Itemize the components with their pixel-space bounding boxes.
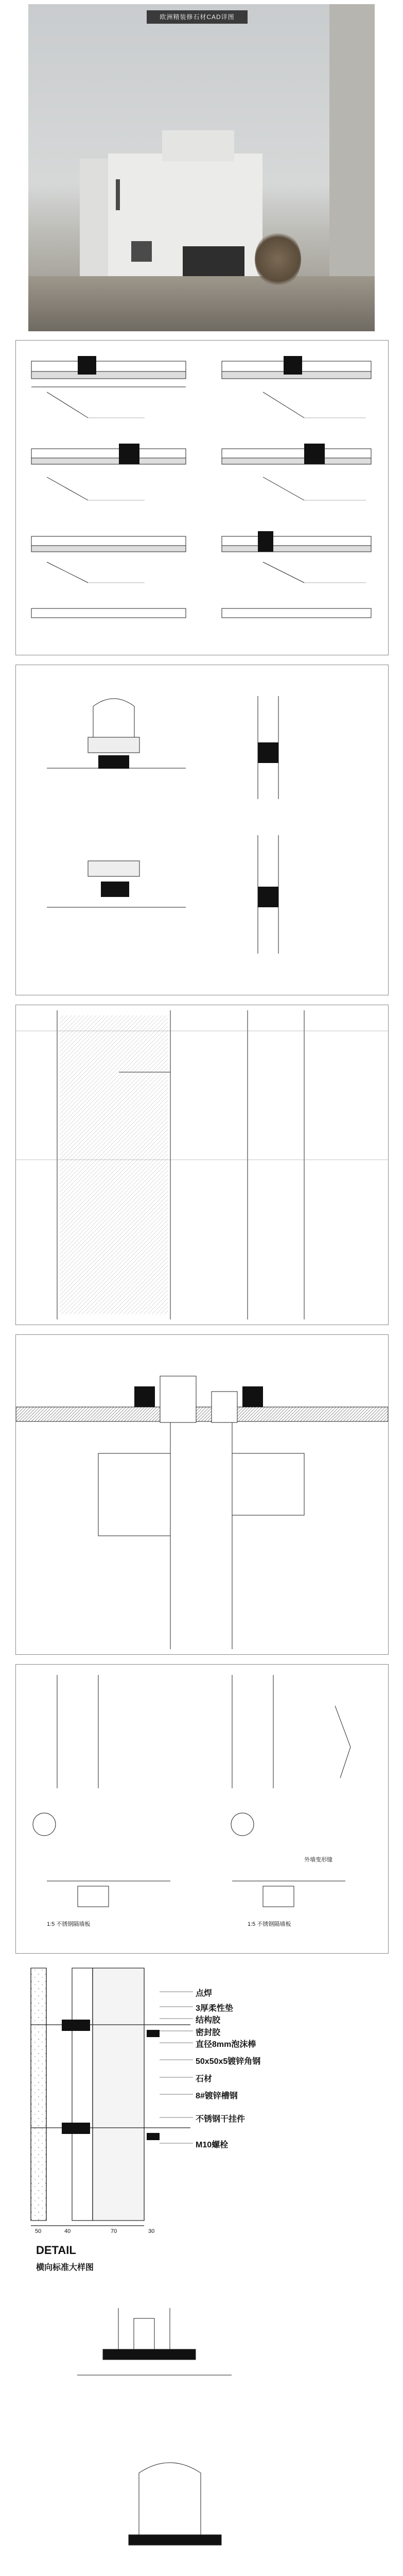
partition-drawing	[16, 1665, 388, 1953]
entrance	[183, 246, 244, 276]
label-shi-cai: 石材	[196, 2075, 213, 2083]
dim-2: 40	[64, 2228, 71, 2234]
label-cao-gang: 8#镀锌槽钢	[196, 2092, 238, 2100]
label-rou-xing-dian: 3厚柔性垫	[196, 2004, 233, 2013]
drawing-sheet-2	[15, 665, 389, 995]
expansion-joint-note: 外墙变形缝	[304, 1857, 332, 1863]
building-right	[329, 4, 375, 282]
detail-title: DETAIL	[36, 2244, 76, 2257]
drawing-sheet-4	[15, 1334, 389, 1655]
ground	[28, 276, 375, 331]
window	[131, 241, 152, 262]
label-jie-gou-jiao: 结构胶	[196, 2016, 221, 2025]
window	[116, 179, 120, 210]
detail-subtitle: 横向标准大样图	[36, 2263, 94, 2272]
drawing-sheet-1	[15, 340, 389, 655]
drain-details-drawing	[16, 665, 388, 995]
dim-1: 50	[35, 2228, 42, 2234]
dim-4: 30	[148, 2228, 155, 2234]
drawing-sheet-3	[15, 1005, 389, 1325]
banner-title: 欧洲精装修石材CAD详图	[147, 10, 248, 24]
label-jiao-gang: 50x50x5镀锌角钢	[196, 2057, 261, 2066]
paving-details-drawing	[16, 341, 388, 655]
drawing-sheet-6	[15, 1958, 388, 2277]
label-mi-feng-jiao: 密封胶	[196, 2028, 221, 2037]
coping-details-drawing	[15, 2287, 388, 2576]
tree	[255, 231, 301, 287]
hero-photo	[28, 4, 375, 331]
label-luo-shuan: M10螺栓	[196, 2141, 229, 2149]
label-pao-mo-bang: 直径8mm泡沫棒	[196, 2040, 256, 2049]
partition-label-left: 1:5 不锈钢隔墙板	[47, 1921, 91, 1927]
wall-section-drawing	[16, 1005, 388, 1325]
label-dian-han: 点焊	[196, 1989, 213, 1998]
building-top	[162, 130, 234, 161]
drawing-sheet-5	[15, 1664, 389, 1954]
joint-detail-drawing	[16, 1335, 388, 1654]
label-gang-gan-jian: 不锈钢干挂件	[196, 2115, 246, 2124]
dim-3: 70	[111, 2228, 117, 2234]
partition-label-right: 1:5 不锈钢隔墙板	[248, 1921, 291, 1927]
drawing-sheet-7	[15, 2287, 388, 2576]
